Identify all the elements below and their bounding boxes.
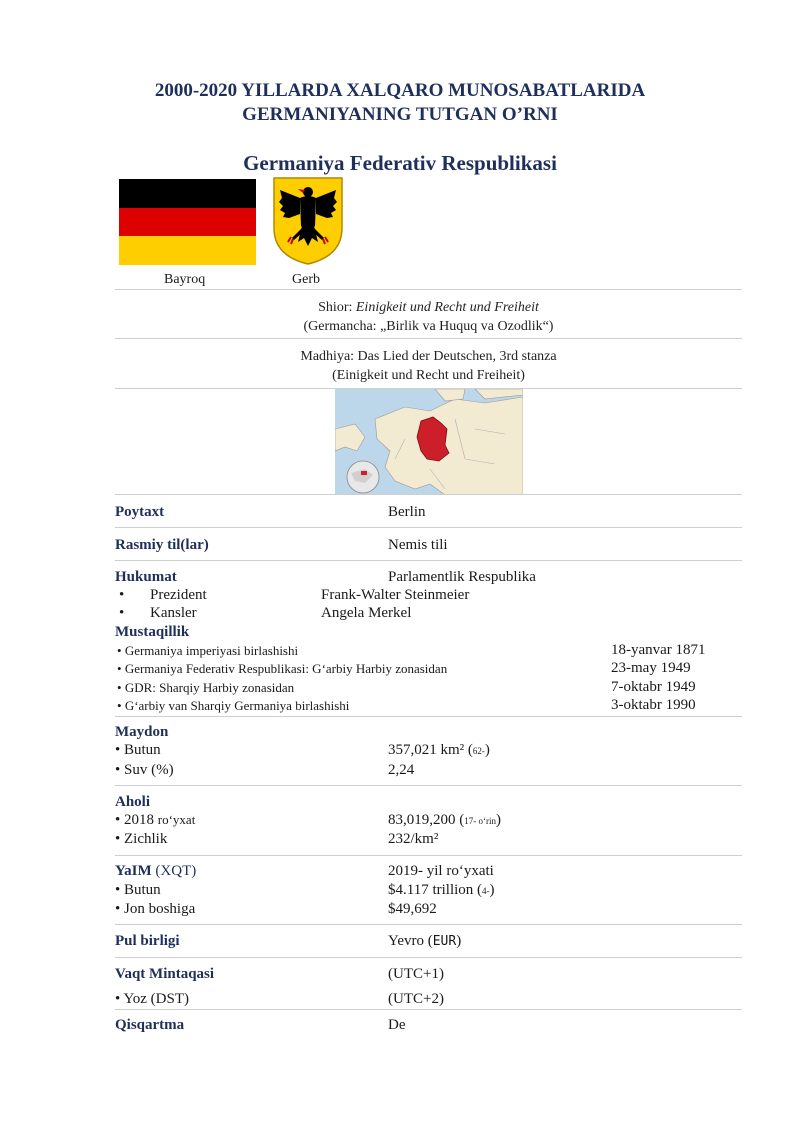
currency-label: Pul birligi bbox=[115, 933, 180, 949]
list-item: • GDR: Sharqiy Harbiy zonasidan bbox=[117, 680, 295, 695]
gdp-total-value: $4.117 trillion (4-) bbox=[388, 882, 495, 898]
area-water-label: • Suv (%) bbox=[115, 762, 174, 778]
divider bbox=[115, 855, 742, 856]
gdp-percap-value: $49,692 bbox=[388, 901, 437, 917]
president-role: Prezident bbox=[150, 587, 207, 603]
list-item: • Germaniya Federativ Respublikasi: G‘arbiy Harbiy zonasidan bbox=[117, 661, 448, 676]
german-flag bbox=[119, 179, 256, 265]
timezone-label: Vaqt Mintaqasi bbox=[115, 966, 215, 982]
government-value: Parlamentlik Respublika bbox=[388, 569, 536, 585]
country-name-heading: Germaniya Federativ Respublikasi bbox=[243, 151, 557, 175]
divider bbox=[115, 924, 742, 925]
flag-caption: Bayroq bbox=[164, 272, 206, 287]
gdp-total-label: • Butun bbox=[115, 882, 161, 898]
density-value: 232/km² bbox=[388, 831, 439, 847]
area-label: Maydon bbox=[115, 724, 169, 740]
divider bbox=[115, 289, 742, 290]
event-date: 23-may 1949 bbox=[611, 660, 691, 676]
event-date: 18-yanvar 1871 bbox=[611, 642, 706, 658]
document-title-line1: 2000-2020 YILLARDA XALQARO MUNOSABATLARIDA bbox=[154, 80, 646, 101]
divider bbox=[115, 957, 742, 958]
anthem-line1: Madhiya: Das Lied der Deutschen, 3rd stanza bbox=[300, 349, 557, 364]
gdp-header-value: 2019- yil ro‘yxati bbox=[388, 863, 494, 879]
government-label: Hukumat bbox=[115, 569, 177, 585]
list-item: • Germaniya imperiyasi birlashishi bbox=[117, 643, 299, 658]
chancellor-role: Kansler bbox=[150, 605, 197, 621]
divider bbox=[115, 560, 742, 561]
population-label: Aholi bbox=[115, 794, 151, 810]
motto-translation: (Germancha: „Birlik va Huquq va Ozodlik“) bbox=[303, 319, 554, 334]
abbreviation-value: De bbox=[388, 1017, 406, 1033]
capital-label: Poytaxt bbox=[115, 504, 165, 520]
density-label: • Zichlik bbox=[115, 831, 168, 847]
anthem-line2: (Einigkeit und Recht und Freiheit) bbox=[332, 368, 525, 383]
language-value: Nemis tili bbox=[388, 537, 448, 553]
coat-of-arms-icon bbox=[272, 176, 344, 266]
dst-label: • Yoz (DST) bbox=[115, 991, 190, 1007]
dst-value: (UTC+2) bbox=[388, 991, 444, 1007]
gdp-label: YaIM (XQT) bbox=[115, 863, 197, 879]
list-item: • G‘arbiy van Sharqiy Germaniya birlashishi bbox=[117, 698, 350, 713]
population-year-label: • 2018 ro‘yxat bbox=[115, 812, 196, 828]
motto-text: Einigkeit und Recht und Freiheit bbox=[355, 300, 539, 315]
divider bbox=[115, 785, 742, 786]
currency-value: Yevro (EUR) bbox=[388, 933, 462, 949]
list-bullet: • bbox=[119, 587, 125, 603]
president-name: Frank-Walter Steinmeier bbox=[321, 587, 470, 603]
divider bbox=[115, 1009, 742, 1010]
coat-caption: Gerb bbox=[292, 272, 320, 287]
chancellor-name: Angela Merkel bbox=[321, 605, 412, 621]
gdp-percap-label: • Jon boshiga bbox=[115, 901, 196, 917]
motto-line bbox=[115, 298, 742, 317]
area-total-value: 357,021 km² (62-) bbox=[388, 742, 490, 758]
divider bbox=[115, 494, 742, 495]
area-water-value: 2,24 bbox=[388, 762, 415, 778]
divider bbox=[115, 338, 742, 339]
area-total-label: • Butun bbox=[115, 742, 161, 758]
event-date: 3-oktabr 1990 bbox=[611, 697, 696, 713]
event-date: 7-oktabr 1949 bbox=[611, 679, 696, 695]
timezone-value: (UTC+1) bbox=[388, 966, 444, 982]
divider bbox=[115, 527, 742, 528]
independence-label: Mustaqillik bbox=[115, 624, 190, 640]
abbreviation-label: Qisqartma bbox=[115, 1017, 185, 1033]
divider bbox=[115, 716, 742, 717]
capital-value: Berlin bbox=[388, 504, 426, 520]
language-label: Rasmiy til(lar) bbox=[115, 537, 209, 553]
document-title-line2: GERMANIYANING TUTGAN O’RNI bbox=[242, 104, 558, 125]
list-bullet: • bbox=[119, 605, 125, 621]
population-year-value: 83,019,200 (17- o‘rin) bbox=[388, 812, 501, 828]
location-map bbox=[335, 389, 523, 495]
motto-label: Shior: bbox=[318, 300, 353, 315]
